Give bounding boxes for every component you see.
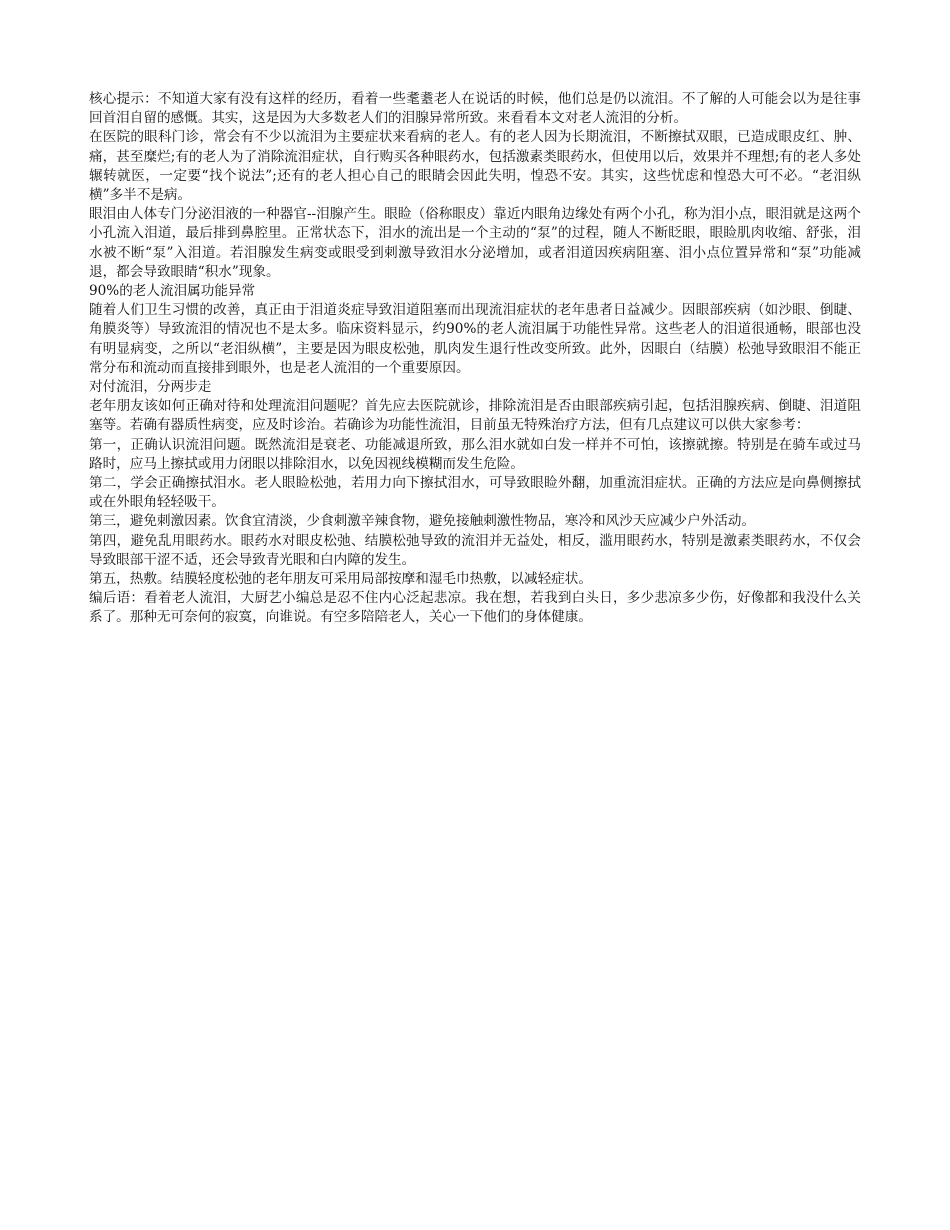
advice-item-3: 第三，避免刺激因素。饮食宜清淡，少食刺激辛辣食物，避免接触刺激性物品，寒冷和风沙天应减少户外活动。 — [89, 513, 756, 530]
functional-paragraph: 随着人们卫生习惯的改善，真正由于泪道炎症导致泪道阻塞而出现流泪症状的老年患者日益减少。因眼部疾病（如沙眼、倒睫、角膜炎等）导致流泪的情况也不是太多。临床资料显示，约90%的老人流泪属于功能性异常。这些老人的泪道很通畅，眼部也没有明显病变，之所以“老泪纵横”，主要是因为眼皮松弛，肌肉发生退行性改变所致。此外，因眼白（结膜）松弛导致眼泪不能正常分布和流动而直接排到眼外，也是老人流泪的一个重要原因。 — [89, 302, 861, 376]
advice-item-2: 第二，学会正确擦拭泪水。老人眼睑松弛，若用力向下擦拭泪水，可导致眼睑外翻，加重流泪症状。正确的方法应是向鼻侧擦拭或在外眼角轻轻吸干。 — [89, 475, 861, 511]
advice-item-1: 第一，正确认识流泪问题。既然流泪是衰老、功能减退所致，那么泪水就如白发一样并不可怕，该擦就擦。特别是在骑车或过马路时，应马上擦拭或用力闭眼以排除泪水，以免因视线模糊而发生危险。 — [89, 436, 861, 472]
advice-intro-paragraph: 老年朋友该如何正确对待和处理流泪问题呢？首先应去医院就诊，排除流泪是否由眼部疾病引起，包括泪腺疾病、倒睫、泪道阻塞等。若确有器质性病变，应及时诊治。若确诊为功能性流泪，目前虽无特殊治疗方法，但有几点建议可以供大家参考： — [89, 398, 861, 434]
clinic-paragraph: 在医院的眼科门诊，常会有不少以流泪为主要症状来看病的老人。有的老人因为长期流泪，不断擦拭双眼，已造成眼皮红、肿、痛，甚至糜烂;有的老人为了消除流泪症状，自行购买各种眼药水，包括激素类眼药水，但使用以后，效果并不理想;有的老人多处辗转就医，一定要“找个说法”;还有的老人担心自己的眼睛会因此失明，惶恐不安。其实，这些忧虑和惶恐大可不必。“老泪纵横”多半不是病。 — [89, 129, 861, 204]
section-heading-functional: 90%的老人流泪属功能异常 — [89, 283, 256, 300]
section-heading-two-steps: 对付流泪，分两步走 — [89, 379, 212, 396]
article-body — [89, 90, 861, 628]
advice-item-4: 第四，避免乱用眼药水。眼药水对眼皮松弛、结膜松弛导致的流泪并无益处，相反，滥用眼药水，特别是激素类眼药水，不仅会导致眼部干涩不适，还会导致青光眼和白内障的发生。 — [89, 532, 861, 568]
tear-mechanism-paragraph: 眼泪由人体专门分泌泪液的一种器官--泪腺产生。眼睑（俗称眼皮）靠近内眼角边缘处有两个小孔，称为泪小点，眼泪就是这两个小孔流入泪道，最后排到鼻腔里。正常状态下，泪水的流出是一个主动的“泵”的过程，随人不断眨眼，眼睑肌肉收缩、舒张，泪水被不断“泵”入泪道。若泪腺发生病变或眼受到刺激导致泪水分泌增加，或者泪道因疾病阻塞、泪小点位置异常和“泵”功能减退，都会导致眼睛“积水”现象。 — [89, 206, 861, 280]
advice-item-5: 第五，热敷。结膜轻度松弛的老年朋友可采用局部按摩和湿毛巾热敷，以减轻症状。 — [89, 571, 592, 588]
intro-paragraph: 核心提示：不知道大家有没有这样的经历，看着一些耄耋老人在说话的时候，他们总是仍以流泪。不了解的人可能会以为是往事回首泪自留的感慨。其实，这是因为大多数老人们的泪腺异常所致。来看看本文对老人流泪的分析。 — [89, 91, 861, 127]
editor-note-paragraph: 编后语：看着老人流泪，大厨艺小编总是忍不住内心泛起悲凉。我在想，若我到白头日，多少悲凉多少伤，好像都和我没什么关系了。那种无可奈何的寂寞，向谁说。有空多陪陪老人，关心一下他们的身体健康。 — [89, 590, 861, 626]
